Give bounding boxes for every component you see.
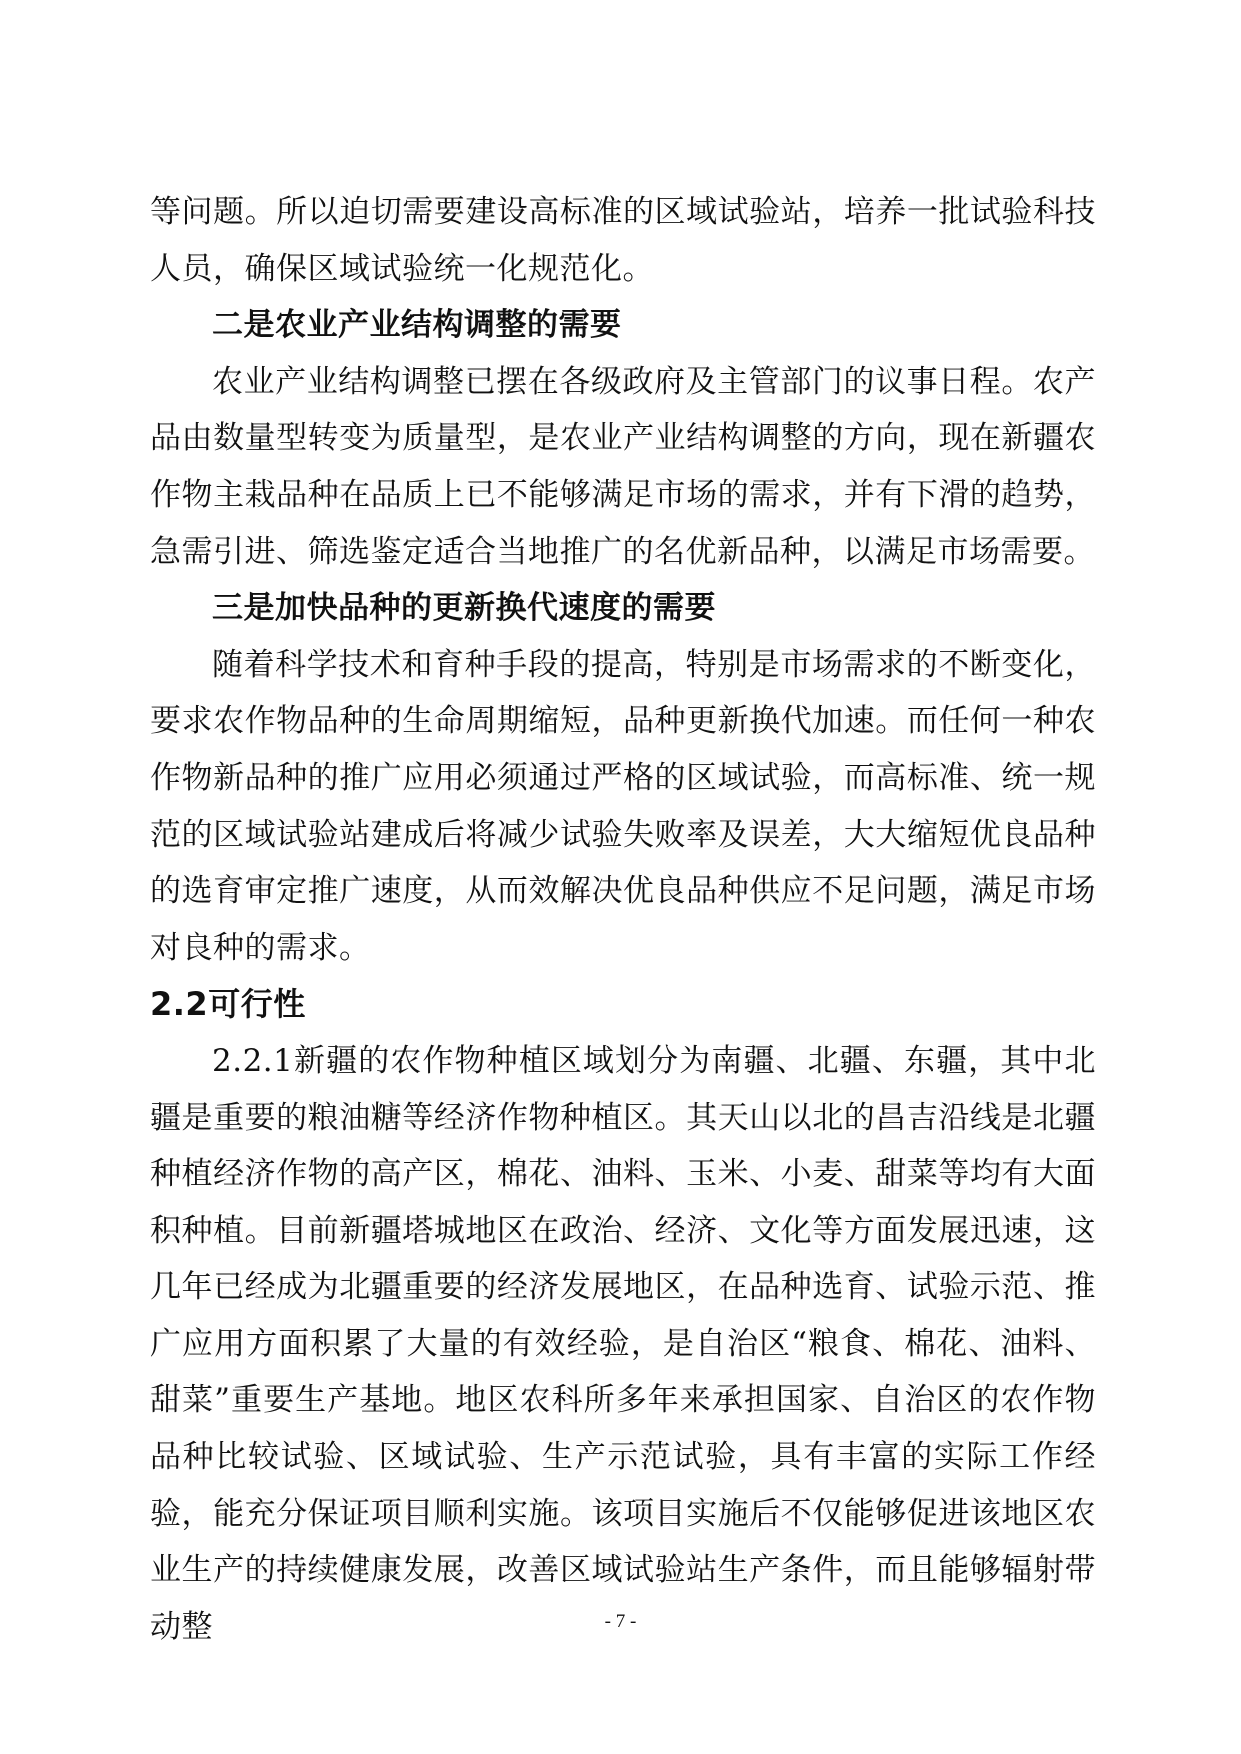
subheading-structure-adjustment: 二是农业产业结构调整的需要: [212, 307, 622, 344]
page-number: - 7 -: [604, 1611, 637, 1632]
paragraph-continuation: 等问题。所以迫切需要建设高标准的区域试验站，培养一批试验科技人员，确保区域试验统一化规范化。: [150, 194, 1096, 287]
paragraph-feasibility: 2.2.1新疆的农作物种植区域划分为南疆、北疆、东疆，其中北疆是重要的粮油糖等经济作物种植区。其天山以北的昌吉沿线是北疆种植经济作物的高产区，棉花、油料、玉米、小麦、甜菜等均有大面积种植。目前新疆塔城地区在政治、经济、文化等方面发展迅速，这几年已经成为北疆重要的经济发展地区，在品种选育、试验示范、推广应用方面积累了大量的有效经验，是自治区“粮食、棉花、油料、甜菜”重要生产基地。地区农科所多年来承担国家、自治区的农作物品种比较试验、区域试验、生产示范试验，具有丰富的实际工作经验，能充分保证项目顺利实施。该项目实施后不仅能够促进该地区农业生产的持续健康发展，改善区域试验站生产条件，而且能够辐射带动整: [150, 1042, 1096, 1645]
section-heading-feasibility: 2.2可行性: [150, 985, 306, 1024]
paragraph-variety-renewal: 随着科学技术和育种手段的提高，特别是市场需求的不断变化，要求农作物品种的生命周期缩短，品种更新换代加速。而任何一种农作物新品种的推广应用必须通过严格的区域试验，而高标准、统一规范的区域试验站建成后将减少试验失败率及误差，大大缩短优良品种的选育审定推广速度，从而效解决优良品种供应不足问题，满足市场对良种的需求。: [150, 646, 1096, 966]
subheading-variety-renewal: 三是加快品种的更新换代速度的需要: [212, 590, 716, 627]
body-text: [150, 184, 1096, 1655]
paragraph-structure-adjustment: 农业产业结构调整已摆在各级政府及主管部门的议事日程。农产品由数量型转变为质量型，是农业产业结构调整的方向，现在新疆农作物主栽品种在品质上已不能够满足市场的需求，并有下滑的趋势，急需引进、筛选鉴定适合当地推广的名优新品种，以满足市场需要。: [150, 363, 1096, 570]
